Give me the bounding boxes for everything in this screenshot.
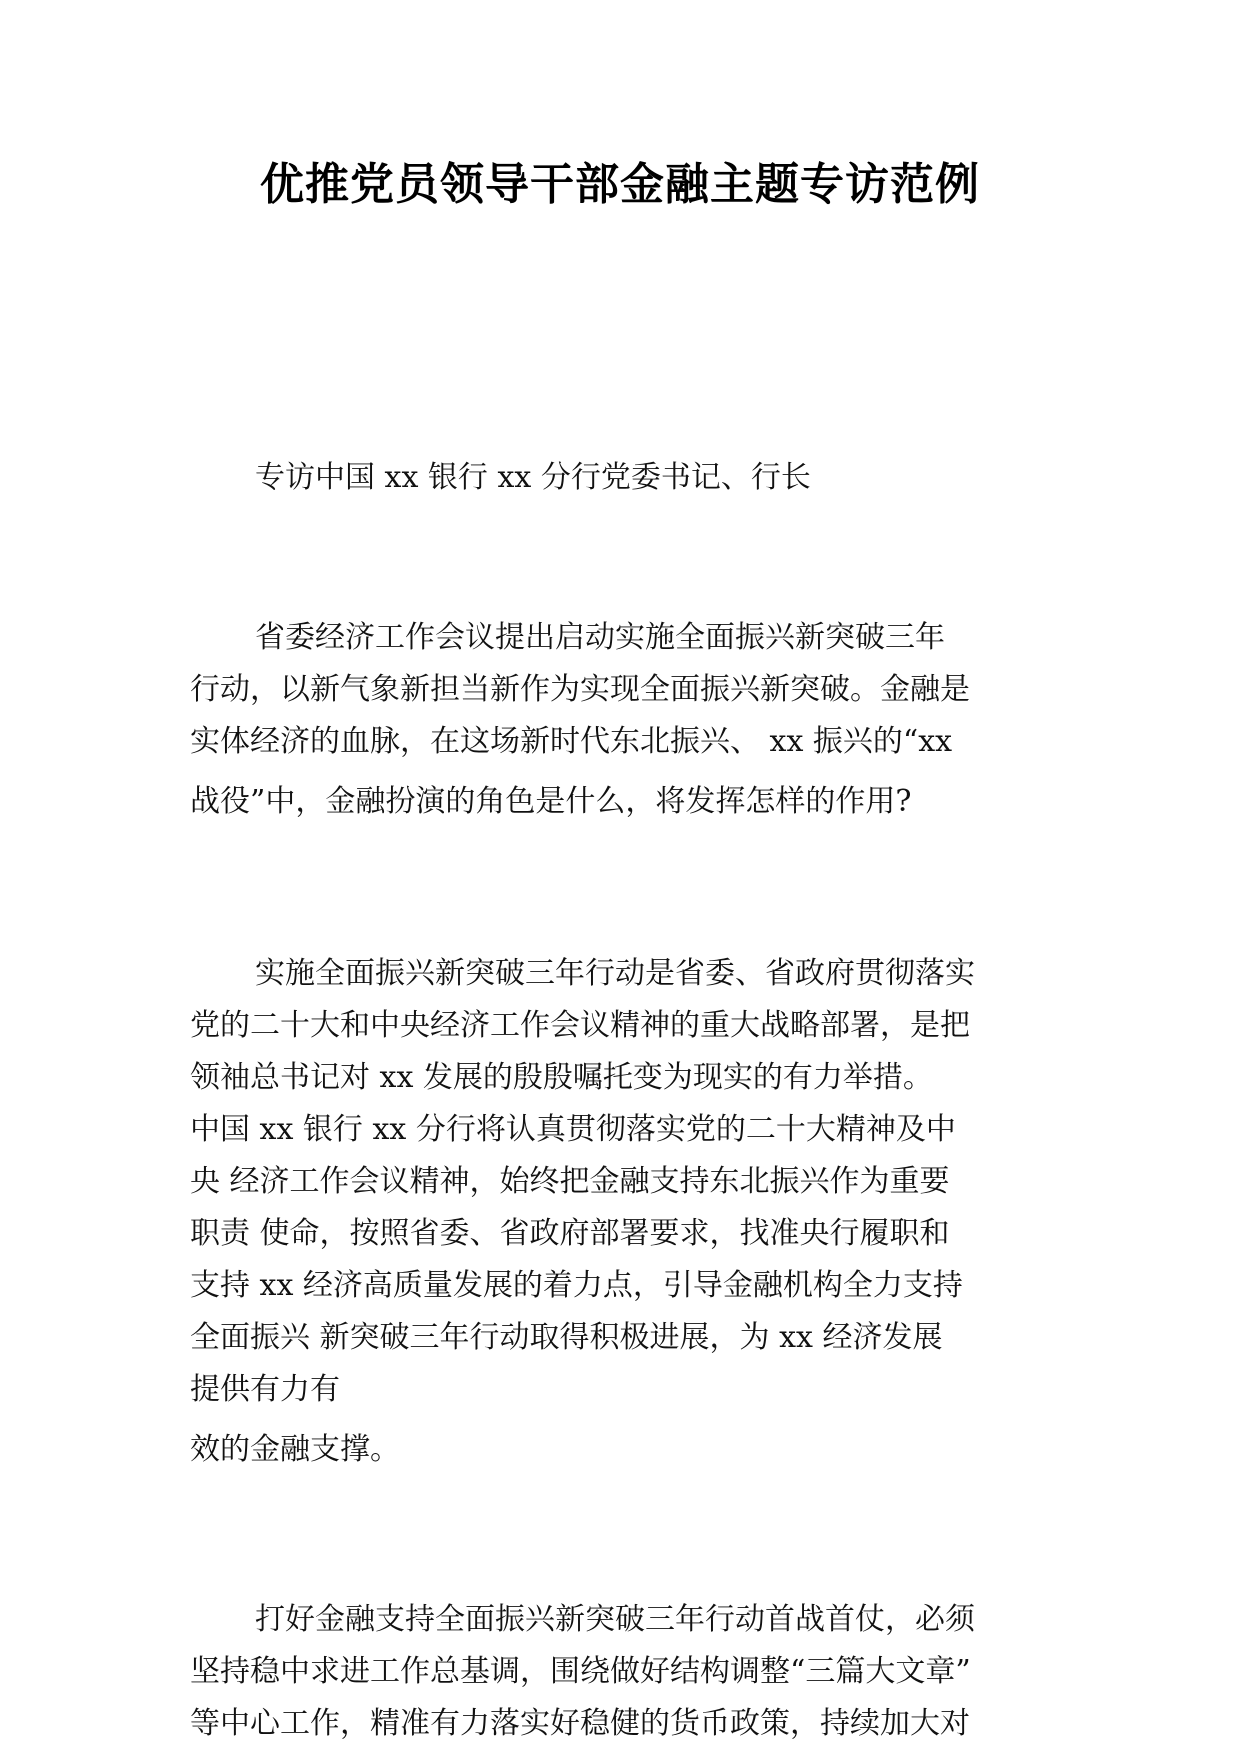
paragraph-2-line: 央 经济工作会议精神，始终把金融支持东北振兴作为重要	[190, 1164, 950, 1199]
paragraph-2-line: 领袖总书记对 xx 发展的殷殷嘱托变为现实的有力举措。	[190, 1060, 933, 1095]
paragraph-2-line: 党的二十大和中央经济工作会议精神的重大战略部署，是把	[190, 1008, 970, 1043]
document-title: 优推党员领导干部金融主题专访范例	[260, 159, 980, 210]
paragraph-1-line: 战役”中，金融扮演的角色是什么，将发挥怎样的作用?	[190, 784, 912, 819]
paragraph-2-line: 实施全面振兴新突破三年行动是省委、省政府贯彻落实	[255, 956, 975, 991]
paragraph-2-line: 效的金融支撑。	[190, 1432, 400, 1467]
paragraph-3-line: 打好金融支持全面振兴新突破三年行动首战首仗，必须	[255, 1602, 975, 1637]
document-subtitle: 专访中国 xx 银行 xx 分行党委书记、行长	[255, 460, 811, 495]
paragraph-3-line: 等中心工作，精准有力落实好稳健的货币政策，持续加大对	[190, 1706, 970, 1741]
paragraph-2-line: 全面振兴 新突破三年行动取得积极进展，为 xx 经济发展	[190, 1320, 943, 1355]
paragraph-3-line: 坚持稳中求进工作总基调，围绕做好结构调整“三篇大文章”	[190, 1654, 971, 1689]
paragraph-2-line: 支持 xx 经济高质量发展的着力点，引导金融机构全力支持	[190, 1268, 963, 1303]
paragraph-2-line: 提供有力有	[190, 1372, 340, 1407]
paragraph-1-line: 省委经济工作会议提出启动实施全面振兴新突破三年	[255, 620, 945, 655]
paragraph-2-line: 中国 xx 银行 xx 分行将认真贯彻落实党的二十大精神及中	[190, 1112, 956, 1147]
paragraph-1-line: 实体经济的血脉，在这场新时代东北振兴、 xx 振兴的“xx	[190, 724, 953, 759]
paragraph-2-line: 职责 使命，按照省委、省政府部署要求，找准央行履职和	[190, 1216, 950, 1251]
paragraph-1-line: 行动，以新气象新担当新作为实现全面振兴新突破。金融是	[190, 672, 970, 707]
